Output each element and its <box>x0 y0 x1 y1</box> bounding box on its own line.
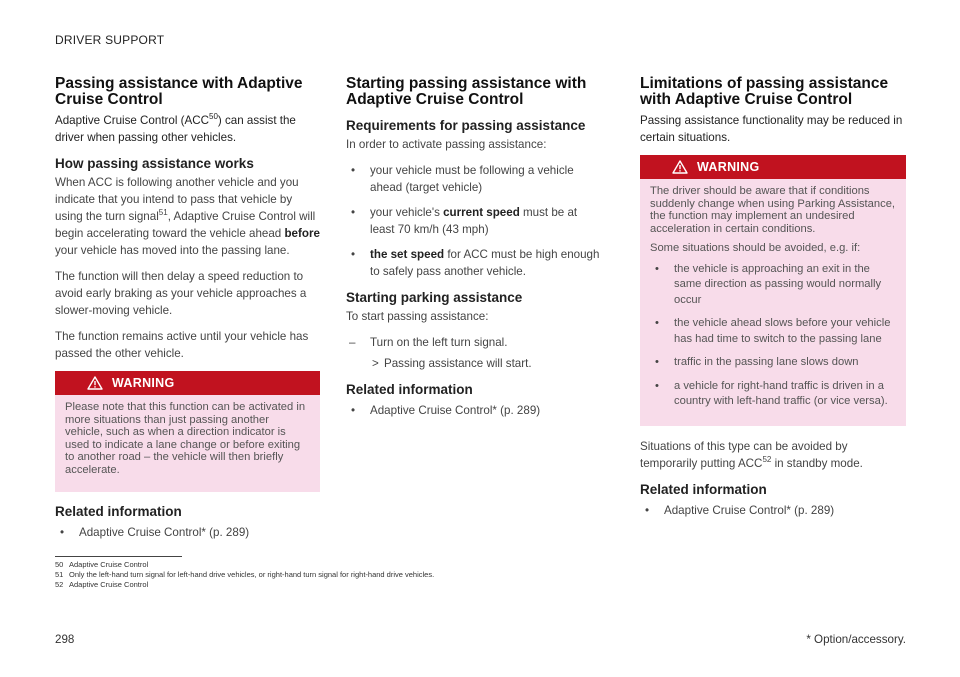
related-list <box>346 402 602 419</box>
footnotes <box>55 556 755 590</box>
column-passing-assistance <box>55 76 320 549</box>
footnote-divider <box>55 556 182 557</box>
related-list <box>55 524 320 541</box>
footnote-ref-50[interactable]: 50 <box>209 112 218 122</box>
related-list <box>640 502 906 519</box>
how-paragraph: When ACC is following another vehicle and you indicate that you intend to pass that vehicle by using the turn signal$^{51}$, Adaptive Cruise Control will begin accelerating toward the vehicle ahead before your vehicle has moved into the passing lane. <box>55 176 320 257</box>
section-label: DRIVER SUPPORT <box>55 33 165 47</box>
footnote: 51 Only the left-hand turn signal for left-hand drive vehicles, or right-hand turn signal for right-hand drive vehicles. <box>55 570 435 579</box>
heading-limitations: Limitations of passing assistance with Adaptive Cruise Control <box>640 75 889 108</box>
page-number: 298 <box>55 633 75 646</box>
step-result: > Passing assistance will start. <box>372 357 532 370</box>
column-limitations <box>640 76 906 527</box>
footnote-ref-51[interactable]: 51 <box>158 208 168 218</box>
list-item: • your vehicle's current speed must be at least 70 km/h (43 mph) <box>351 206 578 236</box>
delay-paragraph: The function will then delay a speed reduction to avoid early braking as your vehicle approaches a slower-moving vehicle. <box>55 270 307 317</box>
heading-related-information: Related information <box>55 503 182 519</box>
warning-header <box>640 155 906 179</box>
list-item: • the vehicle ahead slows before your vehicle has had time to switch to the passing lane <box>655 317 891 345</box>
warning-text: Some situations should be avoided, e.g. if: <box>650 242 861 255</box>
warning-label: WARNING <box>697 160 760 174</box>
list-item: • the set speed for ACC must be high enough to safely pass another vehicle. <box>351 248 600 278</box>
warning-label: WARNING <box>112 376 175 390</box>
warning-box <box>55 371 320 492</box>
warning-header <box>55 371 320 395</box>
heading-starting-passing-assistance: Starting passing assistance with Adaptive Cruise Control <box>346 75 587 108</box>
active-paragraph: The function remains active until your vehicle has passed the other vehicle. <box>55 330 309 360</box>
related-link[interactable]: • Adaptive Cruise Control* (p. 289) <box>351 404 541 417</box>
list-item: • a vehicle for right-hand traffic is driven in a country with left-hand traffic (or vice versa). <box>655 379 888 408</box>
warning-text: The driver should be aware that if conditions suddenly change when using Parking Assistance, the function may implement an undesired acceleration in certain conditions. <box>650 185 896 235</box>
limitations-intro: Passing assistance functionality may be reduced in certain situations. <box>640 114 903 144</box>
heading-how-it-works: How passing assistance works <box>55 156 254 171</box>
related-link[interactable]: • Adaptive Cruise Control* (p. 289) <box>645 503 835 517</box>
requirements-list <box>346 162 602 280</box>
warning-triangle-icon <box>672 160 688 174</box>
footnote-ref-52[interactable]: 52 <box>762 455 772 465</box>
heading-related-information: Related information <box>640 481 767 497</box>
list-item: • your vehicle must be following a vehicle ahead (target vehicle) <box>351 164 574 194</box>
warning-list <box>650 262 896 410</box>
standby-paragraph: Situations of this type can be avoided by temporarily putting ACC$^{52}$ in standby mode. <box>640 439 863 470</box>
heading-passing-assistance: Passing assistance with Adaptive Cruise Control <box>55 75 303 108</box>
requirements-intro: In order to activate passing assistance: <box>346 138 547 151</box>
heading-related-information: Related information <box>346 382 473 397</box>
step-item: – Turn on the left turn signal. <box>349 336 508 349</box>
option-accessory-note: * Option/accessory. <box>806 633 906 646</box>
warning-box <box>640 155 906 426</box>
intro-paragraph: Adaptive Cruise Control (ACC$^{50}$) can assist the driver when passing other vehicles. <box>55 112 296 144</box>
list-item: • the vehicle is approaching an exit in the same direction as passing would normally occur <box>655 262 882 306</box>
footnote: 52 Adaptive Cruise Control <box>55 580 149 589</box>
list-item: • traffic in the passing lane slows down <box>655 356 859 369</box>
warning-triangle-icon <box>87 376 103 390</box>
warning-text: Please note that this function can be activated in more situations than just passing another vehicle, such as when a direction indicator is used to indicate a lane change or before exiting to another road – the vehicle will then briefly accelerate. <box>65 401 306 476</box>
heading-starting-parking-assistance: Starting parking assistance <box>346 290 523 305</box>
column-starting-passing-assistance <box>346 76 602 427</box>
heading-requirements: Requirements for passing assistance <box>346 118 586 133</box>
related-link[interactable]: • Adaptive Cruise Control* (p. 289) <box>60 525 250 539</box>
start-intro: To start passing assistance: <box>346 310 489 323</box>
footnote: 50 Adaptive Cruise Control <box>55 560 149 569</box>
